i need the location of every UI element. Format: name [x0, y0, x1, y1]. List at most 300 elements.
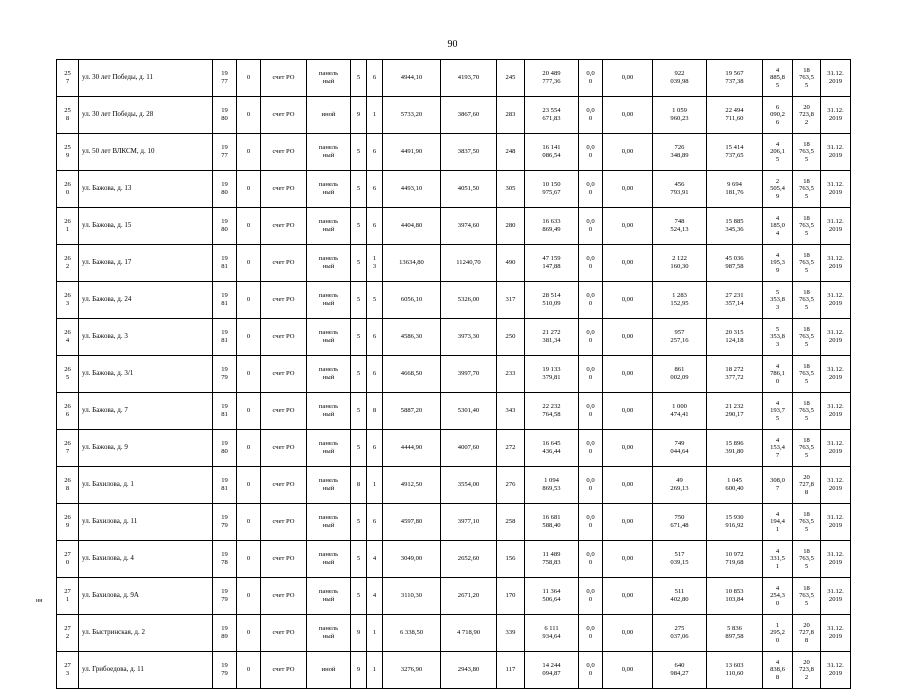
wall-material-cell	[307, 134, 351, 171]
zero-cell: 0	[237, 652, 261, 689]
row-number	[57, 171, 79, 208]
living-area-cell: 3867,60	[441, 97, 497, 134]
cost-share-cell	[579, 171, 603, 208]
cell-line: 10 853	[725, 588, 744, 596]
cell-line: 2019	[828, 263, 843, 270]
fund-method-cell: счет РО	[261, 541, 307, 578]
cell-line: 6	[372, 74, 377, 82]
cell-line: 0	[775, 599, 780, 607]
total-cost-cell	[525, 356, 579, 393]
cell-line: 2	[804, 118, 809, 126]
max-unit-cost-cell	[793, 356, 821, 393]
cell-line: 8	[775, 673, 780, 681]
cell-line: 763,5	[799, 592, 814, 600]
cell-line: 3	[65, 670, 70, 677]
cell-line: 4	[775, 436, 780, 444]
cell-line: 19	[221, 477, 228, 485]
total-cost-cell	[525, 208, 579, 245]
cell-line: 719,68	[725, 559, 744, 566]
total-cost-cell	[525, 615, 579, 652]
cell-line: 2019	[828, 374, 843, 381]
cell-line: 26	[64, 403, 71, 411]
cell-line: 308,0	[770, 477, 785, 485]
cost-value-cell: 0,00	[603, 282, 653, 319]
entrances-cell	[367, 97, 383, 134]
cell-line: 5	[804, 192, 809, 200]
cell-line: 1 094	[544, 477, 559, 485]
cell-line: панель	[318, 218, 339, 226]
cell-line: 20	[803, 473, 810, 481]
table-body	[57, 60, 851, 689]
table-row	[57, 430, 851, 467]
cell-line: 4	[775, 510, 780, 518]
cost-value-cell: 0,00	[603, 467, 653, 504]
cell-line: 3	[372, 263, 377, 270]
cell-line: 0	[588, 78, 593, 85]
build-year-cell	[213, 319, 237, 356]
completion-date-cell	[821, 97, 851, 134]
cell-line: 4	[65, 337, 70, 344]
total-cost-cell	[525, 319, 579, 356]
floors-cell: 5	[351, 208, 367, 245]
cell-line: 2019	[828, 485, 843, 492]
cell-line: 6	[372, 333, 377, 341]
completion-date-cell	[821, 356, 851, 393]
cell-line: ный	[322, 485, 335, 492]
total-cost-cell	[525, 504, 579, 541]
completion-date-cell	[821, 578, 851, 615]
cell-line: 6	[372, 370, 377, 378]
cell-line: 31.12.	[827, 366, 844, 374]
entrances-cell	[367, 208, 383, 245]
cell-line: 0	[588, 337, 593, 344]
cell-line: 0,0	[586, 625, 595, 633]
cell-line: 786,1	[770, 370, 785, 378]
row-number	[57, 134, 79, 171]
cell-line: 2019	[828, 411, 843, 418]
cell-line: 6	[775, 118, 780, 126]
total-cost-cell	[525, 541, 579, 578]
cell-line: 181,76	[725, 189, 744, 196]
cell-line: 79	[221, 596, 228, 603]
cost-share-cell	[579, 319, 603, 356]
cell-line: 78	[221, 559, 228, 566]
table-row	[57, 467, 851, 504]
cell-line: ный	[322, 374, 335, 381]
cell-line: панель	[318, 551, 339, 559]
completion-date-cell	[821, 652, 851, 689]
cell-line: 31.12.	[827, 403, 844, 411]
cell-line: 588,40	[542, 522, 561, 529]
cell-line: 0	[588, 411, 593, 418]
cell-line: 897,58	[725, 633, 744, 640]
cell-line: 19	[221, 403, 228, 411]
cell-line: 094,87	[542, 670, 561, 677]
fund-cost-cell	[653, 615, 707, 652]
cell-line: 357,14	[725, 300, 744, 307]
max-unit-cost-cell	[793, 60, 821, 97]
wall-material-cell	[307, 245, 351, 282]
cell-line: 31.12.	[827, 662, 844, 670]
cell-line: 81	[221, 300, 228, 307]
cell-line: 77	[221, 152, 228, 159]
floors-cell: 9	[351, 652, 367, 689]
cell-line: 15 930	[725, 514, 744, 522]
cell-line: 2019	[828, 670, 843, 677]
cost-share-cell	[579, 208, 603, 245]
cell-line: 31.12.	[827, 144, 844, 152]
cell-line: 31.12.	[827, 292, 844, 300]
cell-line: 0	[65, 189, 70, 196]
fund-method-cell: счет РО	[261, 356, 307, 393]
cell-line: 737,38	[725, 78, 744, 85]
cell-line: 31.12.	[827, 218, 844, 226]
cell-line: 517	[674, 551, 685, 559]
wall-material-cell	[307, 171, 351, 208]
fund-method-cell: счет РО	[261, 393, 307, 430]
residents-cell: 343	[497, 393, 525, 430]
cell-line: 2	[775, 177, 780, 185]
cell-line: 763,5	[799, 518, 814, 526]
total-area-cell: 4597,80	[383, 504, 441, 541]
cell-line: 19	[221, 70, 228, 78]
wall-material-cell	[307, 319, 351, 356]
row-number	[57, 319, 79, 356]
cell-line: 4	[372, 555, 377, 563]
max-unit-cost-cell	[793, 171, 821, 208]
cell-line: 960,23	[670, 115, 689, 122]
cell-line: 727,8	[799, 629, 814, 637]
cell-line: ный	[322, 633, 335, 640]
cost-share-cell	[579, 578, 603, 615]
cell-line: 193,7	[770, 407, 785, 415]
cell-line: 764,58	[542, 411, 561, 418]
cell-line: ный	[322, 448, 335, 455]
cell-line: ный	[322, 226, 335, 233]
address-cell: ул. Бажова, д. 7	[79, 393, 213, 430]
cell-line: 18	[803, 177, 810, 185]
entrances-cell	[367, 319, 383, 356]
cell-line: иной	[321, 666, 336, 674]
living-area-cell: 3974,60	[441, 208, 497, 245]
cell-line: 5	[804, 562, 809, 570]
floors-cell: 5	[351, 430, 367, 467]
table-row	[57, 319, 851, 356]
cell-line: 0	[588, 670, 593, 677]
owner-cost-cell	[707, 319, 763, 356]
cell-line: 763,5	[799, 259, 814, 267]
cell-line: 086,54	[542, 152, 561, 159]
unit-cost-cell	[763, 319, 793, 356]
cell-line: 5	[775, 414, 780, 422]
cell-line: 4	[372, 592, 377, 600]
cell-line: панель	[318, 477, 339, 485]
cell-line: 0,0	[586, 107, 595, 115]
row-number	[57, 467, 79, 504]
cell-line: 0,0	[586, 514, 595, 522]
cost-share-cell	[579, 393, 603, 430]
cell-line: 1	[372, 111, 377, 119]
living-area-cell: 4 718,90	[441, 615, 497, 652]
fund-method-cell: счет РО	[261, 171, 307, 208]
cell-line: 2019	[828, 448, 843, 455]
cell-line: 254,3	[770, 592, 785, 600]
cell-line: 353,8	[770, 333, 785, 341]
owner-cost-cell	[707, 393, 763, 430]
completion-date-cell	[821, 541, 851, 578]
cell-line: 0,0	[586, 440, 595, 448]
completion-date-cell	[821, 208, 851, 245]
wall-material-cell	[307, 97, 351, 134]
owner-cost-cell	[707, 97, 763, 134]
cell-line: 257,16	[670, 337, 689, 344]
cell-line: 8	[65, 115, 70, 122]
entrances-cell	[367, 430, 383, 467]
unit-cost-cell	[763, 60, 793, 97]
cell-line: 13 603	[725, 662, 744, 670]
cell-line: 81	[221, 485, 228, 492]
cell-line: 6	[372, 222, 377, 230]
living-area-cell: 2652,60	[441, 541, 497, 578]
entrances-cell	[367, 615, 383, 652]
cell-line: 044,64	[670, 448, 689, 455]
cell-line: 9	[775, 266, 780, 274]
fund-cost-cell	[653, 171, 707, 208]
cell-line: 19	[221, 514, 228, 522]
cell-line: 8	[65, 485, 70, 492]
total-area-cell: 3276,90	[383, 652, 441, 689]
cell-line: 0	[588, 559, 593, 566]
cell-line: 353,8	[770, 296, 785, 304]
zero-cell: 0	[237, 134, 261, 171]
table-row	[57, 393, 851, 430]
cell-line: 934,64	[542, 633, 561, 640]
cell-line: 8	[804, 636, 809, 644]
cell-line: 2019	[828, 559, 843, 566]
max-unit-cost-cell	[793, 541, 821, 578]
residents-cell: 283	[497, 97, 525, 134]
cell-line: 9	[65, 522, 70, 529]
cell-line: 19	[221, 440, 228, 448]
total-cost-cell	[525, 282, 579, 319]
cell-line: 474,41	[670, 411, 689, 418]
cell-line: ный	[322, 411, 335, 418]
zero-cell: 0	[237, 541, 261, 578]
cell-line: 838,6	[770, 666, 785, 674]
total-area-cell: 3049,00	[383, 541, 441, 578]
cell-line: 2	[65, 633, 70, 640]
cell-line: 27	[64, 625, 71, 633]
total-area-cell: 5887,20	[383, 393, 441, 430]
cell-line: 49	[676, 477, 683, 485]
max-unit-cost-cell	[793, 97, 821, 134]
cell-line: иной	[321, 111, 336, 119]
zero-cell: 0	[237, 615, 261, 652]
cell-line: 1	[372, 481, 377, 489]
residents-cell: 305	[497, 171, 525, 208]
cell-line: 090,2	[770, 111, 785, 119]
total-cost-cell	[525, 652, 579, 689]
owner-cost-cell	[707, 541, 763, 578]
cell-line: 5	[372, 296, 377, 304]
wall-material-cell	[307, 208, 351, 245]
owner-cost-cell	[707, 245, 763, 282]
cost-value-cell: 0,00	[603, 652, 653, 689]
cell-line: 11 364	[542, 588, 561, 596]
cell-line: ный	[322, 78, 335, 85]
cell-line: 19 567	[725, 70, 744, 78]
cell-line: панель	[318, 144, 339, 152]
cost-share-cell	[579, 134, 603, 171]
total-area-cell: 4493,10	[383, 171, 441, 208]
cell-line: 10 972	[725, 551, 744, 559]
fund-method-cell: счет РО	[261, 467, 307, 504]
cell-line: ный	[322, 152, 335, 159]
residents-cell: 117	[497, 652, 525, 689]
cell-line: 1	[372, 629, 377, 637]
wall-material-cell	[307, 615, 351, 652]
cell-line: 26	[64, 514, 71, 522]
cell-line: 0	[588, 448, 593, 455]
address-cell: ул. Бахилова, д. 1	[79, 467, 213, 504]
total-area-cell: 4586,30	[383, 319, 441, 356]
cell-line: 1	[775, 621, 780, 629]
address-cell: ул. Бажова, д. 24	[79, 282, 213, 319]
cell-line: 763,5	[799, 444, 814, 452]
owner-cost-cell	[707, 615, 763, 652]
fund-method-cell: счет РО	[261, 134, 307, 171]
cell-line: 869,53	[542, 485, 561, 492]
cell-line: 5	[804, 599, 809, 607]
wall-material-cell	[307, 652, 351, 689]
wall-material-cell	[307, 60, 351, 97]
completion-date-cell	[821, 60, 851, 97]
build-year-cell	[213, 430, 237, 467]
cell-line: 5	[804, 303, 809, 311]
cell-line: 671,48	[670, 522, 689, 529]
completion-date-cell	[821, 319, 851, 356]
cell-line: 0	[588, 115, 593, 122]
cell-line: панель	[318, 440, 339, 448]
build-year-cell	[213, 208, 237, 245]
cell-line: 77	[221, 78, 228, 85]
completion-date-cell	[821, 393, 851, 430]
cell-line: 25	[64, 107, 71, 115]
unit-cost-cell	[763, 134, 793, 171]
cell-line: 763,5	[799, 148, 814, 156]
cell-line: 4	[775, 658, 780, 666]
cell-line: 6	[372, 185, 377, 193]
cell-line: 147,88	[542, 263, 561, 270]
cell-line: 0,0	[586, 255, 595, 263]
cell-line: 4	[775, 584, 780, 592]
cell-line: 391,80	[725, 448, 744, 455]
cell-line: 9	[775, 192, 780, 200]
cost-share-cell	[579, 652, 603, 689]
max-unit-cost-cell	[793, 282, 821, 319]
cell-line: 748	[674, 218, 685, 226]
cost-share-cell	[579, 504, 603, 541]
max-unit-cost-cell	[793, 578, 821, 615]
cell-line: 002,09	[670, 374, 689, 381]
living-area-cell: 5326,00	[441, 282, 497, 319]
cell-line: 1 059	[672, 107, 687, 115]
fund-cost-cell	[653, 467, 707, 504]
living-area-cell: 4051,50	[441, 171, 497, 208]
living-area-cell: 11240,70	[441, 245, 497, 282]
cell-line: 758,83	[542, 559, 561, 566]
living-area-cell: 3977,10	[441, 504, 497, 541]
cell-line: 206,1	[770, 148, 785, 156]
table-row	[57, 245, 851, 282]
cell-line: 763,5	[799, 407, 814, 415]
cell-line: 0	[588, 263, 593, 270]
fund-method-cell: счет РО	[261, 97, 307, 134]
fund-cost-cell	[653, 282, 707, 319]
cell-line: 15 896	[725, 440, 744, 448]
entrances-cell	[367, 171, 383, 208]
unit-cost-cell	[763, 541, 793, 578]
cell-line: панель	[318, 366, 339, 374]
address-cell: ул. 30 лет Победы, д. 28	[79, 97, 213, 134]
completion-date-cell	[821, 504, 851, 541]
unit-cost-cell	[763, 171, 793, 208]
cell-line: 5	[65, 374, 70, 381]
fund-method-cell: счет РО	[261, 430, 307, 467]
living-area-cell: 4193,70	[441, 60, 497, 97]
cell-line: 1	[775, 562, 780, 570]
cell-line: 3	[775, 340, 780, 348]
max-unit-cost-cell	[793, 467, 821, 504]
cell-line: 153,4	[770, 444, 785, 452]
cell-line: 80	[221, 448, 228, 455]
owner-cost-cell	[707, 467, 763, 504]
cell-line: панель	[318, 514, 339, 522]
cost-value-cell: 0,00	[603, 578, 653, 615]
cost-share-cell	[579, 430, 603, 467]
table-row	[57, 615, 851, 652]
cell-line: 25	[64, 70, 71, 78]
cell-line: 18	[803, 251, 810, 259]
cell-line: 793,91	[670, 189, 689, 196]
row-number	[57, 356, 79, 393]
cell-line: панель	[318, 181, 339, 189]
floors-cell: 5	[351, 282, 367, 319]
unit-cost-cell	[763, 578, 793, 615]
cell-line: 0	[588, 152, 593, 159]
wall-material-cell	[307, 282, 351, 319]
cell-line: 20	[803, 103, 810, 111]
cell-line: 4	[775, 251, 780, 259]
fund-cost-cell	[653, 393, 707, 430]
total-area-cell: 4491,90	[383, 134, 441, 171]
cell-line: 2019	[828, 522, 843, 529]
max-unit-cost-cell	[793, 504, 821, 541]
cell-line: 0	[65, 559, 70, 566]
cell-line: 4	[775, 399, 780, 407]
cell-line: ный	[322, 300, 335, 307]
cell-line: 723,8	[799, 111, 814, 119]
living-area-cell: 4007,60	[441, 430, 497, 467]
cell-line: 2019	[828, 78, 843, 85]
cell-line: 763,5	[799, 296, 814, 304]
cell-line: ный	[322, 263, 335, 270]
cell-line: 22 232	[542, 403, 561, 411]
cell-line: панель	[318, 70, 339, 78]
table-row	[57, 60, 851, 97]
address-cell: ул. Быстринская, д. 2	[79, 615, 213, 652]
table-row	[57, 504, 851, 541]
